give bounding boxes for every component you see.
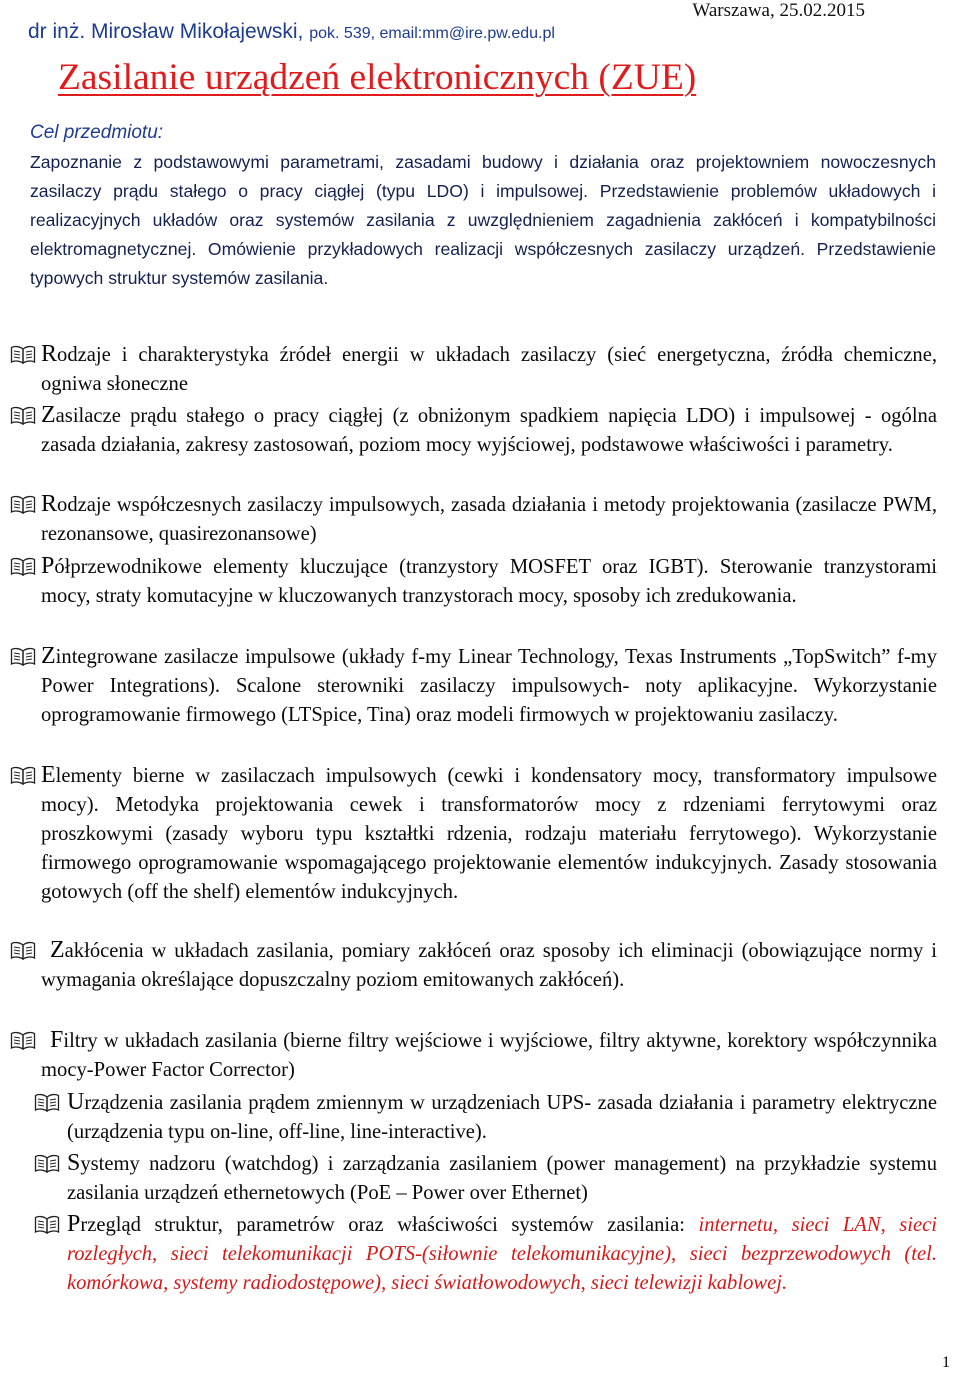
author-line	[28, 20, 555, 44]
topic-initial: Z	[41, 643, 56, 669]
topic-item-3	[41, 490, 937, 549]
topic-initial: Z	[41, 402, 56, 428]
topic-initial: U	[67, 1089, 85, 1115]
open-book-icon	[10, 405, 36, 427]
topic-initial: R	[41, 491, 58, 517]
topic-text: odzaje i charakterystyka źródeł energii w układach zasilaczy (sieć energetyczna, źródła chemiczne, ogniwa słoneczne	[41, 344, 937, 395]
topic-initial: P	[67, 1211, 81, 1237]
author-name: dr inż. Mirosław Mikołajewski,	[28, 20, 304, 43]
document-date: Warszawa, 25.02.2015	[692, 0, 865, 21]
goal-text: Zapoznanie z podstawowymi parametrami, zasadami budowy i działania oraz projektowniem nowoczesnych zasilaczy prądu stałego o pracy ciągłej (typu LDO) i impulsowej. Przedstawienie problemów układowych i realizacyjnych układów oraz systemów zasilania z uwzględnieniem zagadnienia zakłóceń i kompatybilności elektromagnetycznej. Omówienie przykładowych realizacji współczesnych zasilaczy urządzeń. Przedstawienie typowych struktur systemów zasilania.	[30, 152, 936, 288]
topic-text: akłócenia w układach zasilania, pomiary zakłóceń oraz sposoby ich eliminacji (obowiązujące normy i wymagania określające dopuszczalny poziom emitowanych zakłóceń).	[41, 940, 937, 991]
topic-text: iltry w układach zasilania (bierne filtry wejściowe i wyjściowe, filtry aktywne, korektory współczynnika mocy-Power Factor Corrector)	[41, 1030, 937, 1081]
open-book-icon	[34, 1153, 60, 1175]
page-number: 1	[942, 1354, 950, 1371]
topic-text: lementy bierne w zasilaczach impulsowych (cewki i kondensatory mocy, transformatory impulsowe mocy). Metodyka projektowania cewek i transformatorów mocy z rdzeniami ferrytowymi oraz proszkowymi (zasady wyboru typu kształtki rdzenia, rodzaju materiału ferrytowego). Wykorzystanie firmowego oprogramowanie wspomagającego projektowanie elementów indukcyjnych. Zasady stosowania gotowych (off the shelf) elementów indukcyjnych.	[41, 765, 937, 903]
topic-text: asilacze prądu stałego o pracy ciągłej (z obniżonym spadkiem napięcia LDO) i impulsowej - ogólna zasada działania, zakresy zastosowań, poziom mocy wyjściowej, podstawowe właściwości i parametry.	[41, 405, 937, 456]
author-contact: pok. 539, email:mm@ire.pw.edu.pl	[309, 25, 555, 42]
goal-heading: Cel przedmiotu:	[30, 122, 164, 143]
topic-text: rzegląd struktur, parametrów oraz właściwości systemów zasilania:	[80, 1214, 686, 1236]
topic-text: odzaje współczesnych zasilaczy impulsowych, zasada działania i metody projektowania (zasilacze PWM, rezonansowe, quasirezonansowe)	[41, 494, 937, 545]
topic-item-2	[41, 401, 937, 460]
open-book-icon	[10, 940, 36, 962]
topic-initial: P	[41, 553, 55, 579]
topic-text: rządzenia zasilania prądem zmiennym w urządzeniach UPS- zasada działania i parametry elektryczne (urządzenia typu on-line, off-line, line-interactive).	[67, 1092, 937, 1143]
topic-item-11	[67, 1210, 937, 1298]
topic-initial: E	[41, 762, 56, 788]
open-book-icon	[10, 765, 36, 787]
topic-text: ystemy nadzoru (watchdog) i zarządzania zasilaniem (power management) na przykładzie systemu zasilania urządzeń ethernetowych (PoE – Power over Ethernet)	[67, 1153, 937, 1204]
topic-initial: S	[67, 1150, 81, 1176]
open-book-icon	[10, 646, 36, 668]
topic-initial: Z	[50, 937, 65, 963]
open-book-icon	[10, 556, 36, 578]
topic-item-6	[41, 761, 937, 907]
topic-item-10	[67, 1149, 937, 1208]
page-title: Zasilanie urządzeń elektronicznych (ZUE)	[58, 57, 697, 98]
topic-initial: F	[50, 1027, 64, 1053]
topic-item-1	[41, 340, 937, 399]
topic-item-4	[41, 552, 937, 611]
topic-initial: R	[41, 341, 58, 367]
open-book-icon	[10, 1030, 36, 1052]
topic-item-5	[41, 642, 937, 730]
topic-text: ółprzewodnikowe elementy kluczujące (tranzystory MOSFET oraz IGBT). Sterowanie tranzystorami mocy, straty komutacyjne w kluczowanych tranzystorach mocy, sposoby ich zredukowania.	[41, 556, 937, 607]
topic-item-9	[67, 1088, 937, 1147]
open-book-icon	[10, 344, 36, 366]
open-book-icon	[34, 1092, 60, 1114]
topic-text-emphasis: internetu, sieci LAN, sieci rozległych, sieci telekomunikacji POTS-(siłownie telekomunikacyjne), sieci bezprzewodowych (tel. komórkowa, systemy radiodostępowe), sieci światłowodowych, sieci telewizji kablowej.	[67, 1214, 937, 1294]
open-book-icon	[10, 494, 36, 516]
topic-item-8	[41, 1026, 937, 1085]
open-book-icon	[34, 1214, 60, 1236]
topic-text: integrowane zasilacze impulsowe (układy f-my Linear Technology, Texas Instruments „TopSwitch” f-my Power Integrations). Scalone sterowniki zasilaczy impulsowych- noty aplikacyjne. Wykorzystanie oprogramowanie firmowego (LTSpice, Tina) oraz modeli firmowych w projektowaniu zasilaczy.	[41, 646, 937, 726]
topic-item-7	[41, 936, 937, 995]
